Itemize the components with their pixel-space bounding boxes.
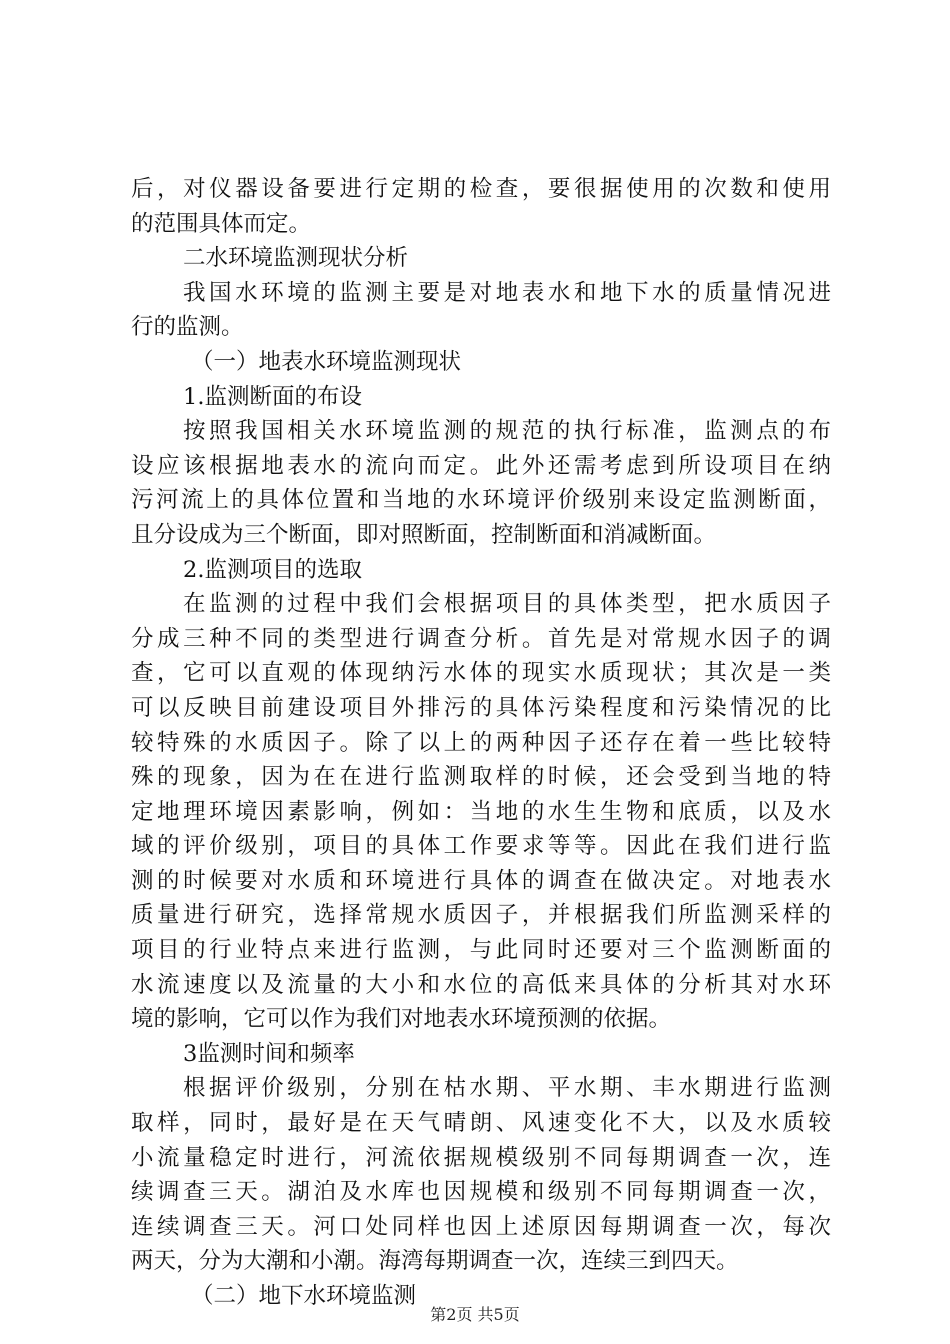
text-line: 两天，分为大潮和小潮。海湾每期调查一次，连续三到四天。 [131,1248,739,1275]
text-line: 且分设成为三个断面，即对照断面，控制断面和消减断面。 [131,521,717,548]
section-heading: （二）地下水环境监测 [191,1283,417,1309]
text-line: 根据评价级别，分别在枯水期、平水期、丰水期进行监测 [183,1075,831,1102]
text-line: 行的监测。 [131,314,244,341]
text-line: 在监测的过程中我们会根据项目的具体类型，把水质因子 [183,591,831,618]
text-line: 我国水环境的监测主要是对地表水和地下水的质量情况进 [183,279,831,306]
text-line: 较特殊的水质因子。除了以上的两种因子还存在着一些比较特 [131,729,831,756]
text-line: 测的时候要对水质和环境进行具体的调查在做决定。对地表水 [131,867,831,894]
text-line: 境的影响，它可以作为我们对地表水环境预测的依据。 [131,1006,672,1033]
text-line: 取样，同时，最好是在天气晴朗、风速变化不大，以及水质较 [131,1110,831,1137]
text-line: 连续调查三天。河口处同样也因上述原因每期调查一次，每次 [131,1213,831,1240]
text-line: 小流量稳定时进行，河流依据规模级别不同每期调查一次，连 [131,1144,831,1171]
text-line: 质量进行研究，选择常规水质因子，并根据我们所监测采样的 [131,902,831,929]
section-heading: 二水环境监测现状分析 [183,245,409,272]
text-line: 殊的现象，因为在在进行监测取样的时候，还会受到当地的特 [131,764,831,791]
text-line: 续调查三天。湖泊及水库也因规模和级别不同每期调查一次， [131,1179,831,1206]
text-line: 水流速度以及流量的大小和水位的高低来具体的分析其对水环 [131,971,831,998]
text-line: 分成三种不同的类型进行调查分析。首先是对常规水因子的调 [131,625,831,652]
text-line: 的范围具体而定。 [131,210,312,237]
text-line: 查，它可以直观的体现纳污水体的现实水质现状；其次是一类 [131,660,831,687]
text-line: 污河流上的具体位置和当地的水环境评价级别来设定监测断面， [131,487,831,514]
text-line: 项目的行业特点来进行监测，与此同时还要对三个监测断面的 [131,937,831,964]
section-heading: 2.监测项目的选取 [183,556,362,583]
document-body [131,172,831,1314]
section-heading: （一）地表水环境监测现状 [191,348,462,375]
page-footer: 第2页 共5页 [430,1305,520,1324]
text-line: 设应该根据地表水的流向而定。此外还需考虑到所设项目在纳 [131,452,831,479]
text-line: 按照我国相关水环境监测的规范的执行标准，监测点的布 [183,418,831,445]
section-heading: 1.监测断面的布设 [183,383,362,410]
text-line: 后，对仪器设备要进行定期的检查，要很据使用的次数和使用 [131,176,831,202]
text-line: 可以反映目前建设项目外排污的具体污染程度和污染情况的比 [131,694,831,721]
text-line: 定地理环境因素影响，例如：当地的水生生物和底质，以及水 [131,798,831,825]
text-line: 域的评价级别，项目的具体工作要求等等。因此在我们进行监 [131,833,831,860]
section-heading: 3监测时间和频率 [183,1040,355,1067]
